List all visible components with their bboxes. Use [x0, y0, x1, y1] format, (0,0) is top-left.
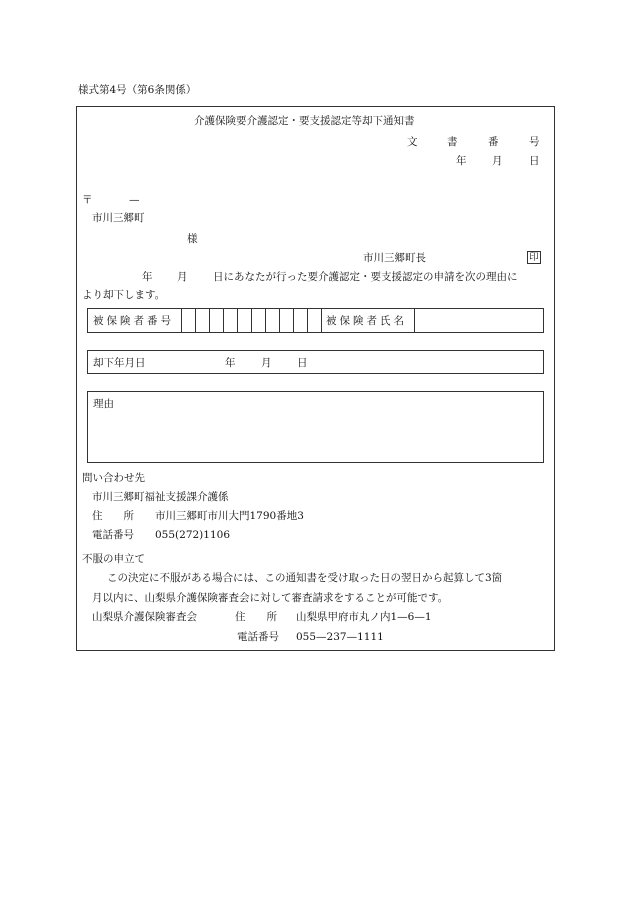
digit-cell: [237, 309, 238, 332]
rejection-day: 日: [297, 357, 308, 369]
notice-form: [76, 106, 555, 651]
body-year: 年: [142, 271, 153, 283]
date-year: 年: [456, 155, 467, 167]
form-label: 様式第4号（第6条関係）: [78, 84, 197, 96]
body-month: 月: [177, 271, 188, 283]
issuer-name: 市川三郷町長: [363, 252, 426, 264]
appeal-address: 山梨県甲府市丸ノ内1—6—1: [296, 611, 432, 623]
document-title: 介護保険要介護認定・要支援認定等却下通知書: [194, 115, 415, 127]
digit-cell: [293, 309, 294, 332]
contact-department: 市川三郷町福祉支援課介護係: [92, 491, 229, 503]
digit-cell: [279, 309, 280, 332]
postal-dash: —: [129, 194, 140, 206]
digit-cell: [223, 309, 224, 332]
doc-number-char: 書: [447, 136, 458, 148]
body-text: より却下します。: [82, 289, 166, 301]
digit-cell: [265, 309, 266, 332]
doc-number-char: 文: [407, 136, 418, 148]
reason-box: [87, 391, 544, 463]
appeal-tel: 055—237—1111: [296, 631, 384, 643]
insured-info-row: [87, 308, 544, 333]
doc-number-char: 番: [488, 136, 499, 148]
rejection-date-row: [87, 350, 544, 374]
insured-name-label: 被保険者氏名: [326, 315, 407, 327]
appeal-text: この決定に不服がある場合には、この通知書を受け取った日の翌日から起算して3箇: [107, 572, 503, 584]
contact-tel-label: 電話番号: [92, 529, 134, 541]
digit-cell: [209, 309, 210, 332]
digit-cell: [307, 309, 308, 332]
date-day: 日: [529, 155, 540, 167]
reason-label: 理由: [93, 398, 114, 410]
body-text: 日にあなたが行った要介護認定・要支援認定の申請を次の理由に: [213, 271, 518, 283]
contact-address: 市川三郷町市川大門1790番地3: [155, 510, 304, 522]
appeal-heading: 不服の申立て: [82, 553, 145, 565]
seal-mark: 印: [527, 251, 541, 264]
rejection-year: 年: [225, 357, 236, 369]
appeal-organization: 山梨県介護保険審査会: [92, 611, 197, 623]
contact-address-label: 住 所: [92, 510, 134, 522]
contact-tel: 055(272)1106: [155, 529, 230, 541]
appeal-address-label: 住 所: [235, 611, 277, 623]
doc-number-char: 号: [529, 136, 540, 148]
digit-cell: [195, 309, 196, 332]
rejection-date-label: 却下年月日: [93, 357, 146, 369]
rejection-month: 月: [261, 357, 272, 369]
contact-heading: 問い合わせ先: [82, 472, 145, 484]
insured-number-label: 被保険者番号: [93, 315, 174, 327]
postal-mark: 〒: [82, 194, 93, 206]
digit-cell: [251, 309, 252, 332]
date-month: 月: [492, 155, 503, 167]
recipient-address: 市川三郷町: [92, 212, 145, 224]
appeal-tel-label: 電話番号: [237, 631, 279, 643]
honorific: 様: [187, 233, 198, 245]
appeal-text: 月以内に、山梨県介護保険審査会に対して審査請求をすることが可能です。: [92, 592, 449, 604]
